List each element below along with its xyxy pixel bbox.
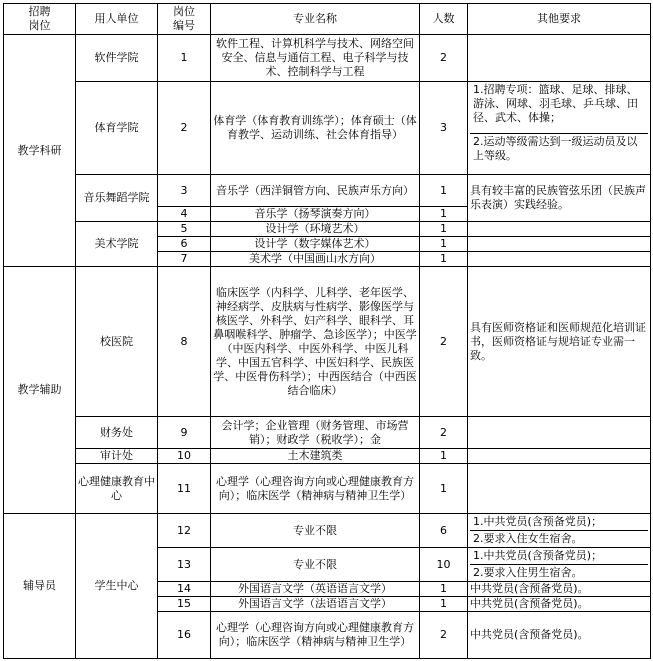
table-row (4, 417, 651, 449)
count-cell: 1 (420, 222, 468, 237)
req-cell (468, 514, 651, 548)
unit-hospital: 校医院 (76, 267, 158, 417)
req-cell (468, 464, 651, 514)
code-cell: 9 (158, 417, 211, 449)
header-unit: 用人单位 (76, 4, 158, 35)
header-major: 专业名称 (211, 4, 420, 35)
table-row (4, 82, 651, 175)
major-cell: 土木建筑类 (211, 449, 420, 464)
count-cell: 1 (420, 464, 468, 514)
req-cell (468, 252, 651, 267)
req-cell (468, 82, 651, 175)
count-cell: 6 (420, 514, 468, 548)
major-cell: 体育学（体育教育训练学）；体育硕士（体育教学、运动训练、社会体育指导） (211, 82, 420, 175)
req-cell: 中共党员(含预备党员)。 (468, 582, 651, 597)
code-cell: 10 (158, 449, 211, 464)
major-cell: 美术学（中国画山水方向） (211, 252, 420, 267)
unit-art: 美术学院 (76, 222, 158, 267)
count-cell: 2 (420, 35, 468, 82)
req-line: 1.中共党员(含预备党员)； (473, 515, 603, 528)
req-cell: 具有较丰富的民族管弦乐团（民族声乐表演）实践经验。 (468, 175, 651, 222)
count-cell: 2 (420, 417, 468, 449)
req-line: 2.运动等级需达到一级运动员及以上等级。 (470, 133, 648, 174)
code-cell: 13 (158, 548, 211, 582)
header-post: 招聘 岗位 (4, 4, 76, 35)
header-other: 其他要求 (468, 4, 651, 35)
unit-pe: 体育学院 (76, 82, 158, 175)
table-row (4, 464, 651, 514)
major-cell: 外国语言文学（法语语言文学） (211, 597, 420, 612)
count-cell: 1 (420, 207, 468, 222)
req-cell: 具有医师资格证和医师规范化培训证书，医师资格证与规培证专业需一致。 (468, 267, 651, 417)
major-cell: 音乐学（扬琴演奏方向） (211, 207, 420, 222)
major-cell: 软件工程、计算机科学与技术、网络空间安全、信息与通信工程、电子科学与技术、控制科学与工程 (211, 35, 420, 82)
header-code: 岗位 编号 (158, 4, 211, 35)
code-cell: 3 (158, 175, 211, 207)
table-row (4, 514, 651, 548)
category-counselor: 辅导员 (4, 514, 76, 659)
major-cell: 心理学（心理咨询方向或心理健康教育方向）；临床医学（精神病与精神卫生学） (211, 612, 420, 659)
unit-software: 软件学院 (76, 35, 158, 82)
table-row (4, 175, 651, 207)
count-cell: 1 (420, 252, 468, 267)
req-line: 1.中共党员(含预备党员)； (473, 549, 603, 562)
req-line: 1.招聘专项：篮球、足球、排球、游泳、网球、羽毛球、乒乓球、田径、武术、体操； (473, 83, 638, 124)
code-cell: 6 (158, 237, 211, 252)
req-line: 2.要求入住男生宿舍。 (470, 564, 648, 581)
req-line: 2.要求入住女生宿舍。 (470, 530, 648, 547)
major-cell: 心理学（心理咨询方向或心理健康教育方向）；临床医学（精神病与精神卫生学） (211, 464, 420, 514)
major-cell: 外国语言文学（英语语言文学） (211, 582, 420, 597)
code-cell: 7 (158, 252, 211, 267)
major-cell: 会计学；企业管理（财务管理、市场营销）；财政学（税收学）；金 (211, 417, 420, 449)
count-cell: 2 (420, 612, 468, 659)
code-cell: 2 (158, 82, 211, 175)
header-count: 人数 (420, 4, 468, 35)
req-cell: 中共党员(含预备党员)。 (468, 612, 651, 659)
count-cell: 1 (420, 175, 468, 207)
table-row (4, 267, 651, 417)
count-cell: 10 (420, 548, 468, 582)
code-cell: 8 (158, 267, 211, 417)
unit-audit: 审计处 (76, 449, 158, 464)
code-cell: 4 (158, 207, 211, 222)
table-row (4, 222, 651, 237)
count-cell: 1 (420, 449, 468, 464)
req-cell (468, 449, 651, 464)
code-cell: 12 (158, 514, 211, 548)
major-cell: 设计学（数字媒体艺术） (211, 237, 420, 252)
code-cell: 1 (158, 35, 211, 82)
major-cell: 音乐学（西洋铜管方向、民族声乐方向） (211, 175, 420, 207)
unit-psych: 心理健康教育中心 (76, 464, 158, 514)
unit-music: 音乐舞蹈学院 (76, 175, 158, 222)
header-row (4, 4, 651, 35)
major-cell: 临床医学（内科学、儿科学、老年医学、神经病学、皮肤病与性病学、影像医学与核医学、外科学、妇产科学、眼科学、耳鼻咽喉科学、肿瘤学、急诊医学）；中医学（中医内科学、中医外科学、中医儿科学、中国五官科学、中医妇科学、民族医学、中医骨伤科学）；中西医结合（中西医结合临床） (211, 267, 420, 417)
req-cell: 中共党员(含预备党员)。 (468, 597, 651, 612)
major-cell: 设计学（环境艺术） (211, 222, 420, 237)
major-cell: 专业不限 (211, 514, 420, 548)
unit-student: 学生中心 (76, 514, 158, 659)
category-teaching: 教学科研 (4, 35, 76, 267)
recruitment-table (3, 3, 651, 659)
table-row (4, 449, 651, 464)
count-cell: 2 (420, 267, 468, 417)
req-cell (468, 35, 651, 82)
major-cell: 专业不限 (211, 548, 420, 582)
req-cell (468, 222, 651, 237)
count-cell: 1 (420, 237, 468, 252)
table-row (4, 35, 651, 82)
code-cell: 5 (158, 222, 211, 237)
req-cell (468, 237, 651, 252)
req-cell (468, 417, 651, 449)
code-cell: 14 (158, 582, 211, 597)
code-cell: 16 (158, 612, 211, 659)
code-cell: 15 (158, 597, 211, 612)
count-cell: 1 (420, 597, 468, 612)
req-cell (468, 548, 651, 582)
count-cell: 3 (420, 82, 468, 175)
count-cell: 1 (420, 582, 468, 597)
category-assist: 教学辅助 (4, 267, 76, 514)
code-cell: 11 (158, 464, 211, 514)
unit-finance: 财务处 (76, 417, 158, 449)
